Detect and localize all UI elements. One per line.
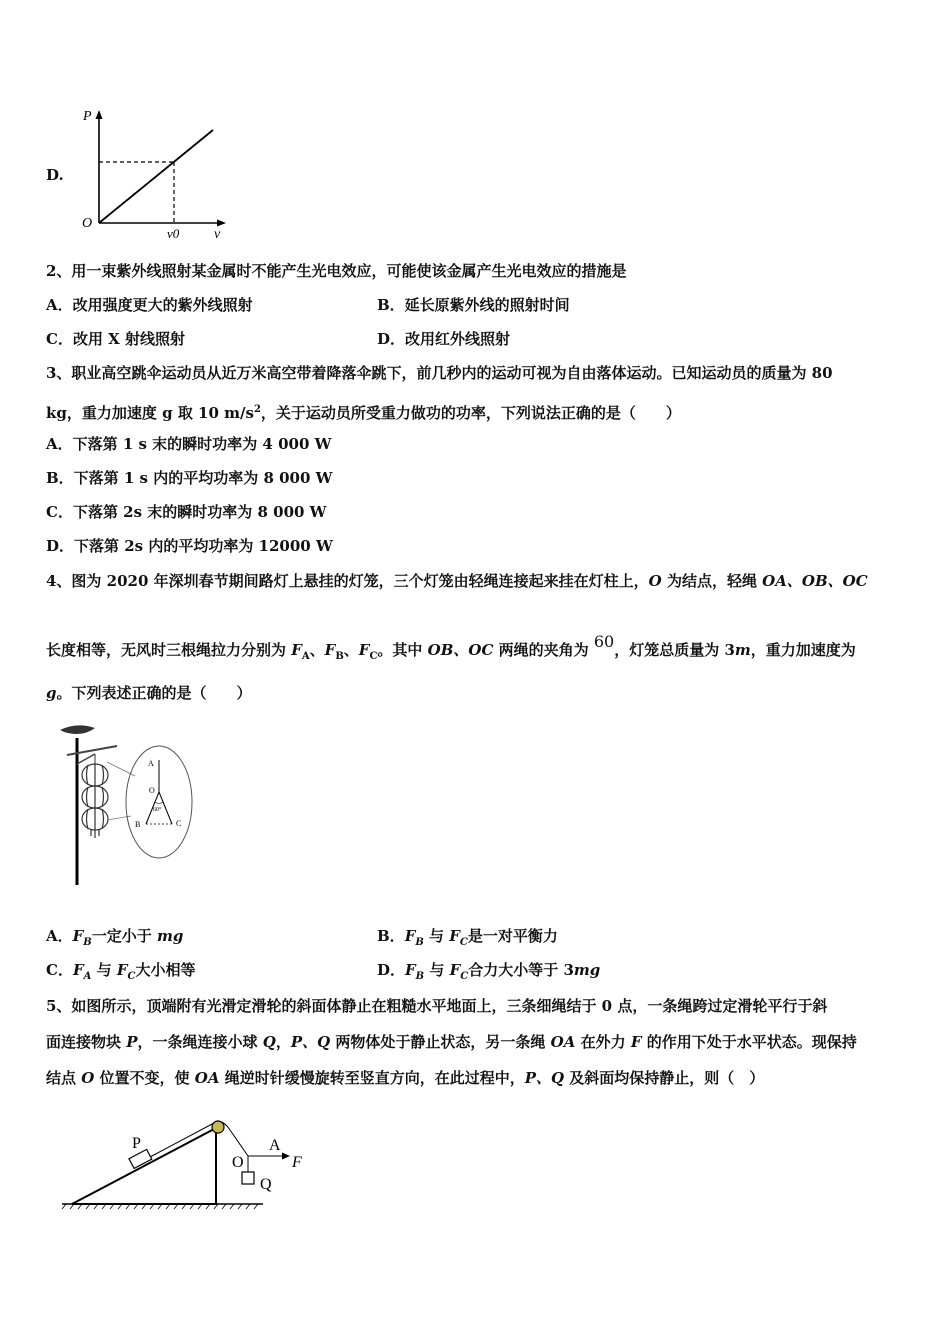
q3-option-b[interactable]: B．下落第 1 s 内的平均功率为 8 000 W [46, 469, 333, 487]
y-axis-arrow-icon [96, 110, 103, 119]
svg-text:O: O [149, 786, 155, 795]
q3-option-a[interactable]: A．下落第 1 s 末的瞬时功率为 4 000 W [46, 435, 332, 453]
lantern-icon [82, 764, 108, 838]
incline [72, 1128, 216, 1204]
block-p [129, 1149, 152, 1168]
q3-stem-line1: 3、职业高空跳伞运动员从近万米高空带着降落伞跳下，前几秒内的运动可视为自由落体运动。已知运动员的质量为 80 [46, 364, 833, 382]
svg-text:A: A [269, 1137, 281, 1154]
x-axis-label: v [214, 227, 221, 240]
q4-option-b[interactable]: B．$F_B$ 与 $F_C$是一对平衡力 [377, 927, 558, 948]
q2-stem: 2、用一束紫外线照射某金属时不能产生光电效应，可能使该金属产生光电效应的措施是 [46, 262, 627, 280]
svg-text:A: A [148, 759, 154, 768]
q4-stem-line3: g。下列表述正确的是（ ） [46, 684, 252, 702]
q2-option-d[interactable]: D．改用红外线照射 [377, 330, 511, 348]
q1-option-d-label: D. [46, 166, 64, 184]
q3-option-c[interactable]: C．下落第 2s 末的瞬时功率为 8 000 W [46, 503, 327, 521]
p-v-line [99, 130, 213, 223]
q5-stem-line1: 5、如图所示，顶端附有光滑定滑轮的斜面体静止在粗糙水平地面上，三条细绳结于 0 点，一条绳跨过定滑轮平行于斜 [46, 997, 828, 1015]
q2-option-c[interactable]: C．改用 X 射线照射 [46, 330, 186, 348]
q4-lantern-figure [55, 720, 200, 890]
svg-text:C: C [176, 819, 182, 828]
lamp-head-icon [60, 725, 95, 734]
q4-option-c[interactable]: C．$F_A$ 与 $F_C$大小相等 [46, 961, 196, 982]
q3-stem-line2: kg，重力加速度 g 取 10 $m/s^2$，关于运动员所受重力做功的功率，下列说法正确的是（ ） [46, 404, 681, 422]
y-axis-label: P [83, 109, 92, 124]
svg-text:60°: 60° [153, 807, 162, 813]
lamp-arm [67, 746, 117, 755]
q5-incline-figure [58, 1110, 318, 1215]
q5-stem-line3: 结点 O 位置不变，使 OA 绳逆时针缓慢旋转至竖直方向，在此过程中，P、Q 及斜面均保持静止，则（ ） [46, 1069, 765, 1087]
ball-q [242, 1172, 254, 1184]
origin-label: O [82, 216, 93, 231]
q1-pv-graph [72, 102, 237, 240]
q4-stem-line1: 4、图为 2020 年深圳春节期间路灯上悬挂的灯笼，三个灯笼由轻绳连接起来挂在灯柱上，O 为结点，轻绳 OA、OB、OC [46, 572, 868, 590]
svg-text:P: P [132, 1135, 141, 1152]
q3-option-d[interactable]: D．下落第 2s 内的平均功率为 12000 W [46, 537, 333, 555]
x-axis-arrow-icon [217, 220, 226, 227]
q2-option-b[interactable]: B．延长原紫外线的照射时间 [377, 296, 570, 314]
svg-text:Q: Q [260, 1176, 272, 1193]
q2-option-a[interactable]: A．改用强度更大的紫外线照射 [46, 296, 253, 314]
q4-option-d[interactable]: D．$F_B$ 与 $F_C$合力大小等于 3mg [377, 961, 601, 982]
svg-text:F: F [292, 1154, 302, 1171]
svg-text:O: O [232, 1154, 244, 1171]
v0-label: v0 [167, 226, 180, 240]
q4-option-a[interactable]: A．$F_B$一定小于 mg [46, 927, 184, 948]
rope-to-p [150, 1123, 214, 1157]
q4-stem-line2: 长度相等，无风时三根绳拉力分别为 $F_A$、$F_B$、$F_C$。其中 OB、OC 两绳的夹角为 60，灯笼总质量为 3m，重力加速度为 [46, 632, 856, 662]
force-arrow-icon [282, 1153, 290, 1160]
svg-text:B: B [135, 820, 141, 829]
q5-stem-line2: 面连接物块 P，一条绳连接小球 Q，P、Q 两物体处于静止状态，另一条绳 OA 在外力 F 的作用下处于水平状态。现保持 [46, 1033, 857, 1051]
